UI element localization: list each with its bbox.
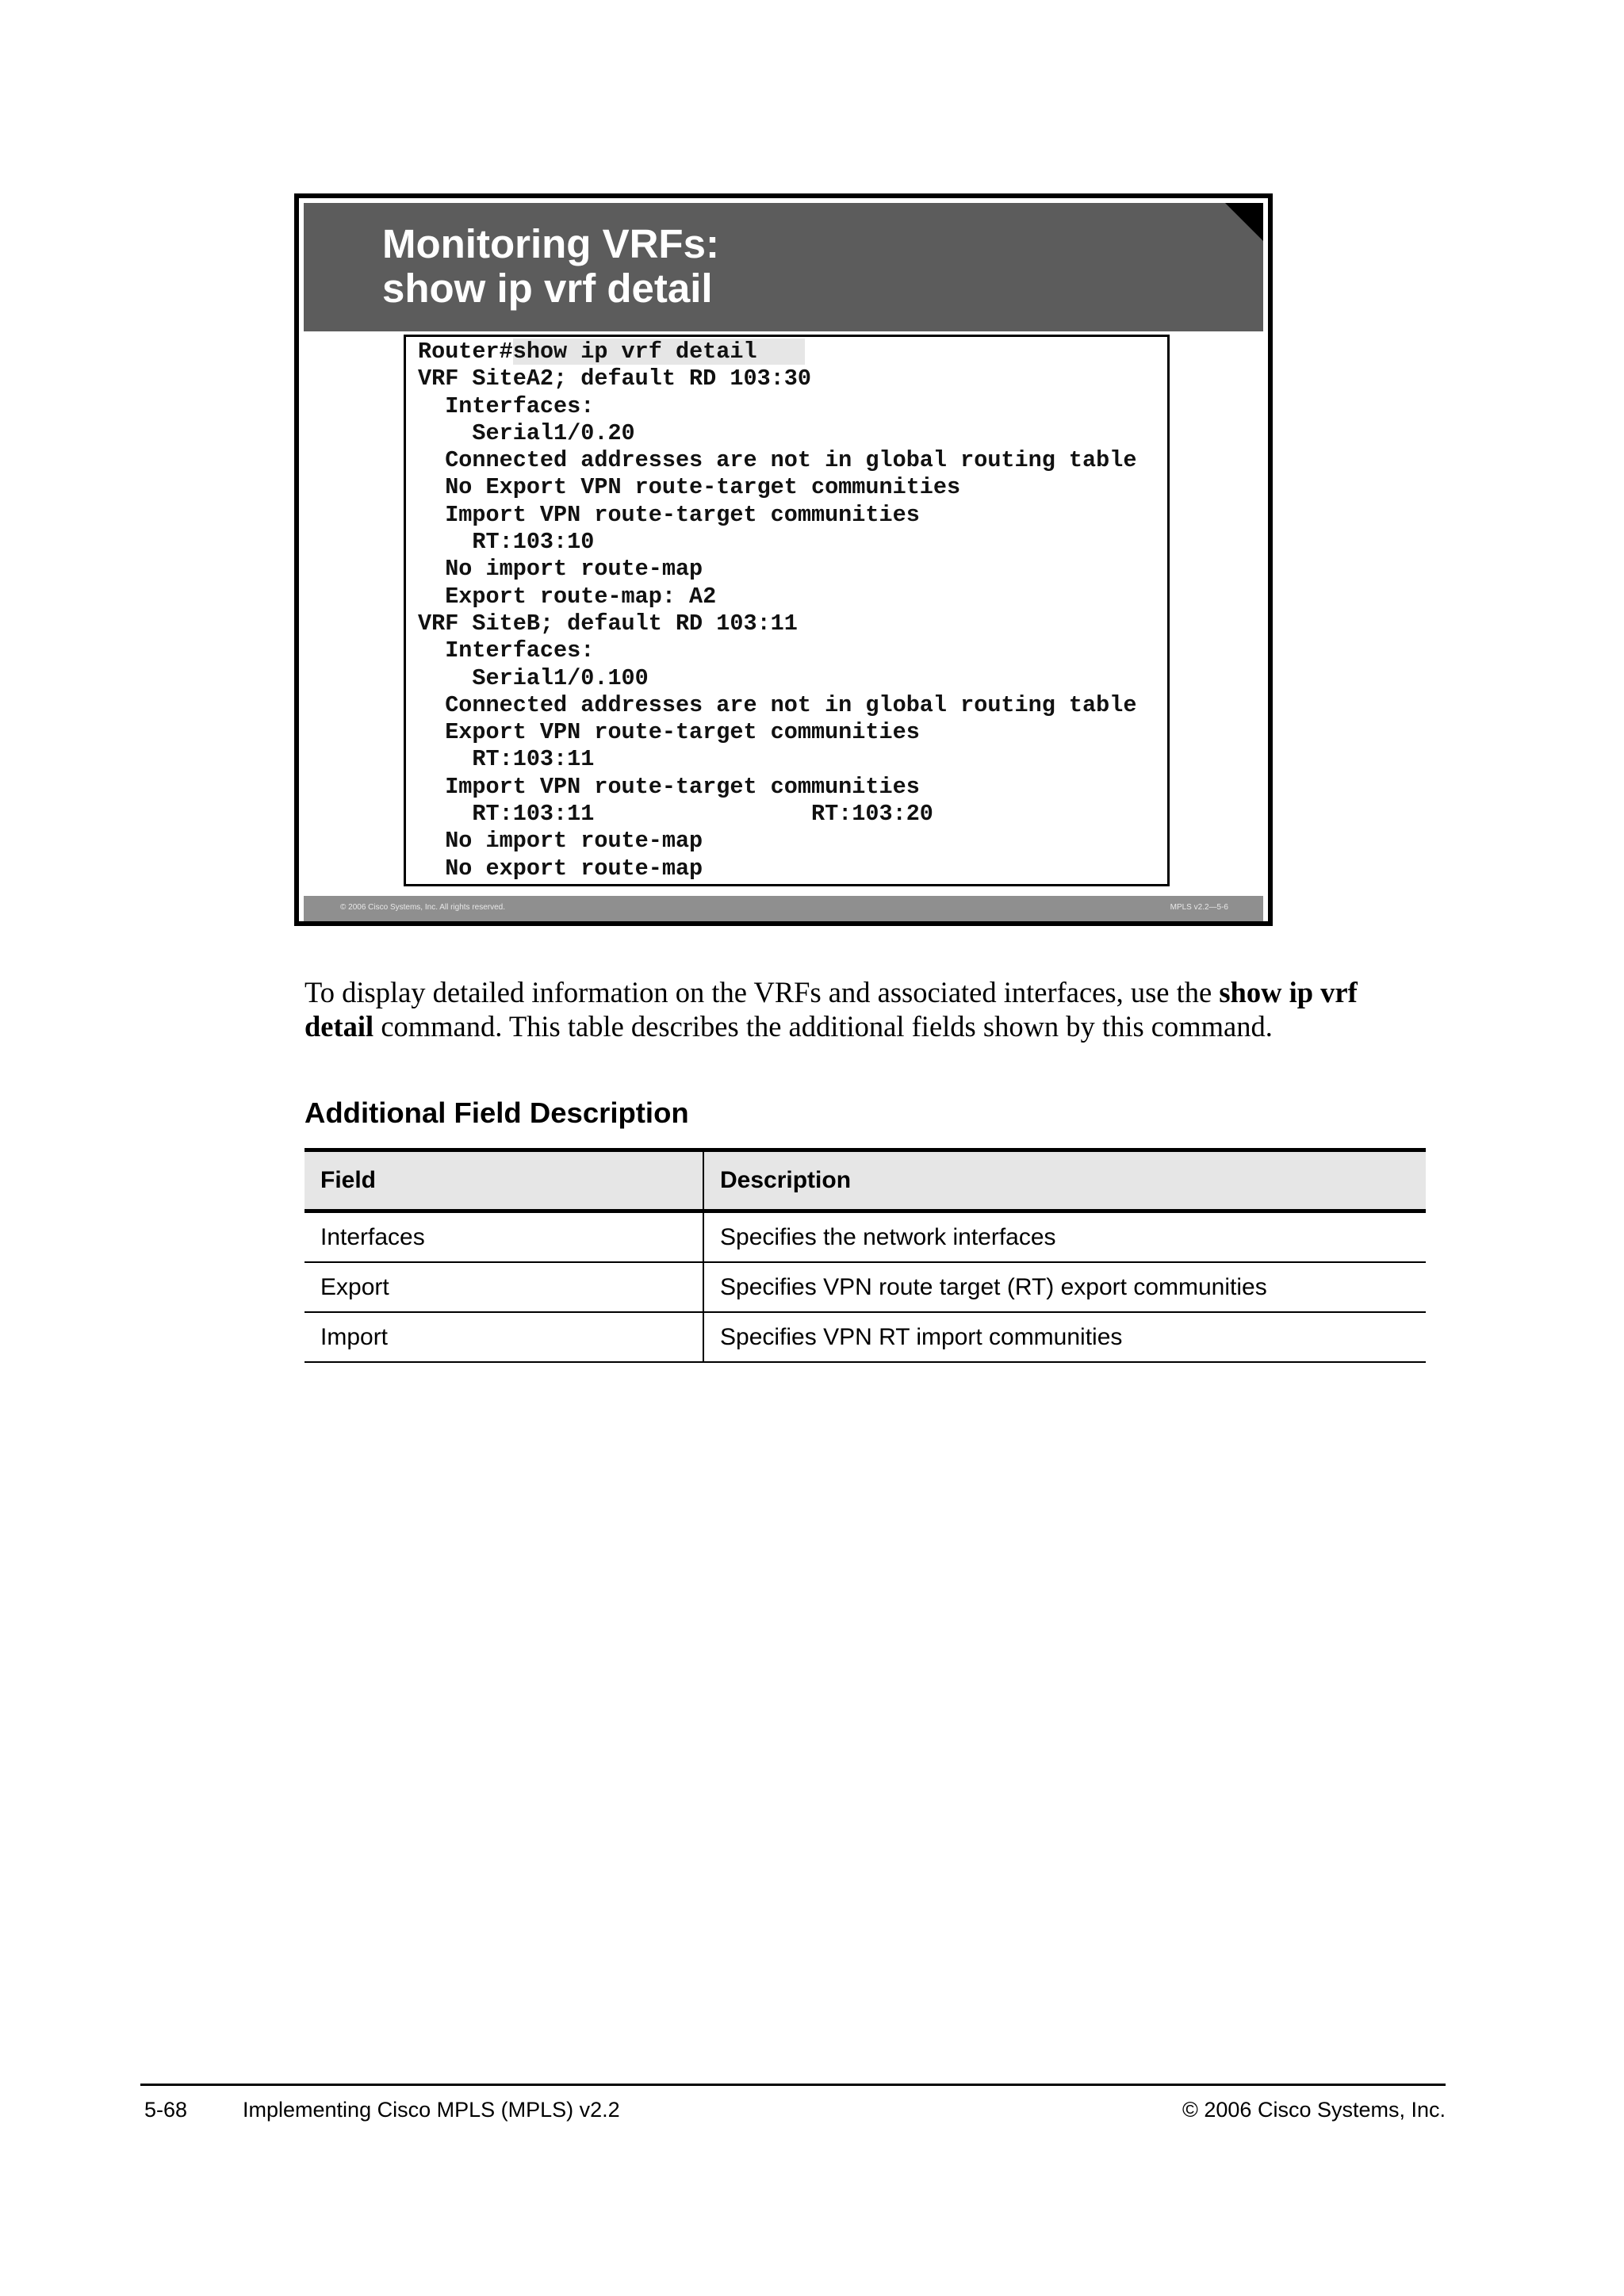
cli-prompt: Router# (418, 339, 513, 365)
cli-line: Connected addresses are not in global routing table (418, 447, 1137, 474)
cli-line: Import VPN route-target communities (418, 773, 920, 800)
slide (294, 193, 1273, 926)
slide-corner-decoration (1225, 203, 1263, 241)
cli-line: RT:103:10 (418, 529, 595, 556)
table-header-description: Description (703, 1150, 1426, 1211)
intro-paragraph (304, 975, 1399, 1043)
book-title: Implementing Cisco MPLS (MPLS) v2.2 (243, 2098, 620, 2122)
intro-command: show ip vrf detail (304, 976, 1358, 1043)
cli-line: VRF SiteA2; default RD 103:30 (418, 365, 811, 392)
cli-line: No export route-map (418, 855, 703, 882)
slide-footer-code: MPLS v2.2—5-6 (1170, 903, 1228, 912)
table-row (304, 1262, 1426, 1312)
cli-line: No import route-map (418, 828, 703, 855)
table-cell-field: Interfaces (304, 1211, 703, 1263)
cli-line: RT:103:11 RT:103:20 (418, 801, 933, 828)
cli-line: Serial1/0.20 (418, 419, 635, 446)
intro-text-after: command. This table describes the additional fields shown by this command. (373, 1010, 1273, 1043)
footer-rule (140, 2084, 1446, 2086)
cli-line: RT:103:11 (418, 746, 595, 773)
table-cell-field: Import (304, 1312, 703, 1362)
cli-line: No Export VPN route-target communities (418, 474, 961, 501)
field-description-table (304, 1148, 1426, 1363)
slide-title (382, 222, 719, 311)
table-cell-field: Export (304, 1262, 703, 1312)
cli-line: Connected addresses are not in global routing table (418, 691, 1137, 718)
cli-output-box (404, 335, 1170, 886)
footer-copyright: © 2006 Cisco Systems, Inc. (1182, 2098, 1446, 2122)
cli-line: Serial1/0.100 (418, 664, 649, 691)
cli-line: No import route-map (418, 556, 703, 583)
intro-text-before: To display detailed information on the VRFs and associated interfaces, use the (304, 976, 1220, 1008)
cli-command-line (418, 339, 1167, 365)
cli-line: Interfaces: (418, 637, 595, 664)
table-row (304, 1211, 1426, 1263)
table-cell-description: Specifies VPN RT import communities (703, 1312, 1426, 1362)
cli-line: Export route-map: A2 (418, 583, 717, 610)
cli-line: VRF SiteB; default RD 103:11 (418, 610, 798, 637)
cli-line: Import VPN route-target communities (418, 501, 920, 528)
cli-command: show ip vrf detail (513, 339, 805, 365)
cli-line: Interfaces: (418, 392, 595, 419)
table-header-field: Field (304, 1150, 703, 1211)
slide-header (304, 203, 1263, 331)
table-cell-description: Specifies the network interfaces (703, 1211, 1426, 1263)
slide-title-line-2: show ip vrf detail (382, 266, 713, 311)
slide-title-line-1: Monitoring VRFs: (382, 221, 719, 266)
slide-footer-copyright: © 2006 Cisco Systems, Inc. All rights reserved. (340, 903, 506, 912)
table-cell-description: Specifies VPN route target (RT) export communities (703, 1262, 1426, 1312)
section-heading: Additional Field Description (304, 1096, 689, 1129)
table-row (304, 1312, 1426, 1362)
cli-line: Export VPN route-target communities (418, 719, 920, 746)
page-number: 5-68 (144, 2098, 188, 2122)
slide-footer (304, 896, 1263, 921)
table-header-row (304, 1150, 1426, 1211)
